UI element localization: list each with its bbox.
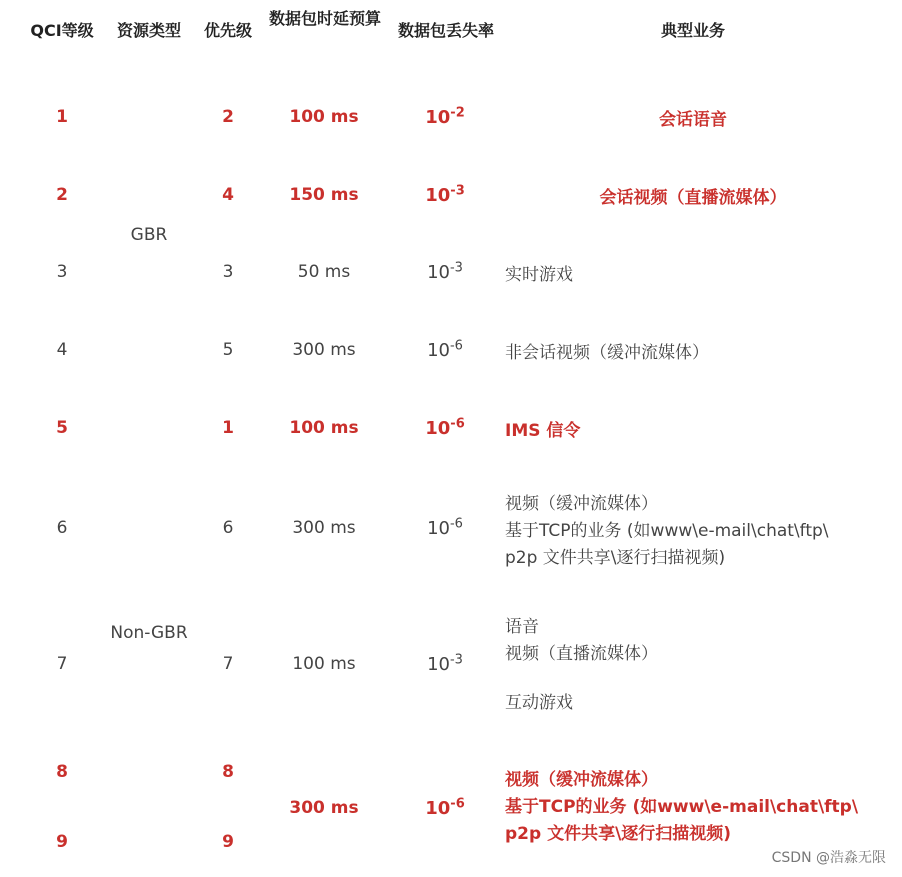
service-line: 实时游戏 [505, 265, 573, 285]
loss-exponent: -6 [449, 516, 463, 532]
header-resource-type: 资源类型 [116, 21, 182, 40]
watermark: CSDN @浩淼无限 [771, 850, 886, 866]
loss-base: 10 [425, 107, 451, 128]
loss-base: 10 [427, 340, 450, 361]
row-3-delay: 50 ms [297, 262, 351, 282]
loss-exponent: -6 [450, 416, 465, 432]
header-service: 典型业务 [660, 21, 726, 40]
service-line: 视频（直播流媒体） [505, 644, 658, 664]
row-3-qci: 3 [56, 262, 68, 282]
row-8-priority: 8 [222, 762, 234, 782]
row-1-priority: 2 [222, 107, 234, 127]
row-4-priority: 5 [222, 340, 234, 360]
service-line: 基于TCP的业务 (如www\e-mail\chat\ftp\ [505, 521, 829, 541]
row-3-service [505, 262, 573, 289]
service-line: p2p 文件共享\逐行扫描视频) [505, 548, 726, 568]
row-6-loss [427, 518, 463, 539]
row-4-qci: 4 [56, 340, 68, 360]
row-1-qci: 1 [56, 107, 68, 127]
row-5-loss [425, 418, 465, 439]
merged-delay: 300 ms [289, 798, 359, 818]
row-4-loss [427, 340, 463, 361]
row-1-delay: 100 ms [289, 107, 359, 127]
loss-base: 10 [425, 185, 451, 206]
loss-exponent: -6 [449, 338, 463, 354]
row-2-priority: 4 [222, 185, 234, 205]
service-line: 会话视频（直播流媒体） [599, 188, 787, 208]
loss-exponent: -3 [449, 260, 463, 276]
loss-base: 10 [427, 518, 450, 539]
row-2-loss [425, 185, 465, 206]
merged-service: 视频（缓冲流媒体） 基于TCP的业务 (如www\e-mail\chat\ftp\ p2p 文件共享\逐行扫描视频) [505, 770, 859, 844]
header-delay: 数据包时延预算 [268, 9, 381, 28]
row-4-service [505, 340, 709, 367]
row-7-qci: 7 [56, 654, 68, 674]
header-qci: QCI等级 [30, 21, 94, 40]
loss-base: 10 [427, 262, 450, 283]
row-2-qci: 2 [56, 185, 68, 205]
row-7-service [505, 614, 658, 717]
loss-exponent: -3 [449, 652, 463, 668]
row-5-priority: 1 [222, 418, 234, 438]
row-9-qci: 9 [56, 832, 68, 852]
resource-type-gbr: GBR [130, 225, 168, 245]
service-line: 互动游戏 [505, 693, 573, 713]
service-line: IMS 信令 [505, 421, 581, 441]
service-line: 会话语音 [659, 110, 727, 130]
row-6-delay: 300 ms [292, 518, 356, 538]
row-1-loss [425, 107, 465, 128]
row-2-delay: 150 ms [289, 185, 359, 205]
row-3-priority: 3 [222, 262, 234, 282]
service-line: 语音 [505, 617, 539, 637]
merged-loss: $10^{-6}$ [425, 796, 465, 819]
loss-exponent: -2 [450, 105, 465, 121]
row-7-loss [427, 654, 463, 675]
row-7-priority: 7 [222, 654, 234, 674]
row-5-qci: 5 [56, 418, 68, 438]
row-8-qci: 8 [56, 762, 68, 782]
header-loss: 数据包丢失率 [397, 21, 495, 40]
service-line: 非会话视频（缓冲流媒体） [505, 343, 709, 363]
row-2-service [600, 185, 787, 212]
service-line: 视频（缓冲流媒体） [505, 494, 658, 514]
loss-base: 10 [427, 654, 450, 675]
row-1-service [659, 107, 727, 134]
loss-base: 10 [425, 418, 451, 439]
resource-type-non-gbr: Non-GBR [110, 623, 188, 643]
row-6-priority: 6 [222, 518, 234, 538]
row-5-service [505, 418, 580, 445]
row-7-delay: 100 ms [292, 654, 356, 674]
row-6-service [505, 491, 829, 572]
row-4-delay: 300 ms [292, 340, 356, 360]
loss-exponent: -3 [450, 183, 465, 199]
row-5-delay: 100 ms [289, 418, 359, 438]
row-6-qci: 6 [56, 518, 68, 538]
header-priority: 优先级 [203, 21, 253, 40]
row-9-priority: 9 [222, 832, 234, 852]
row-3-loss [427, 262, 463, 283]
